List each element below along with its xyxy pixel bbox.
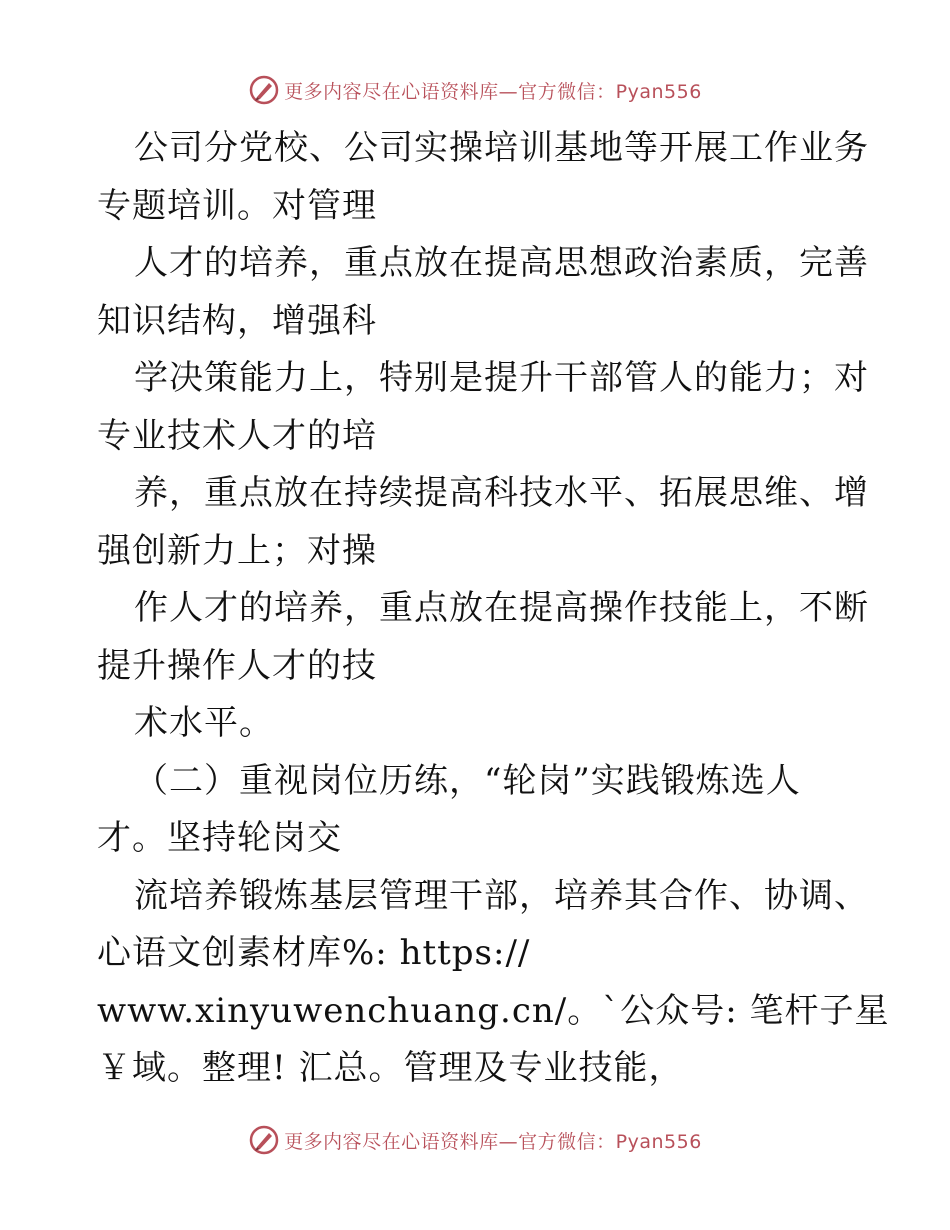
text-line: 专业技术人才的培 [97,415,377,456]
text-line: 人 才 的 培 养 ， 重 点 放 在 提 高 思 想 政 治 素 质 ， 完 善 [134,243,869,283]
text-line: 养 ， 重 点 放 在 持 续 提 高 科 技 水 平 、 拓 展 思 维 、 增 [134,473,869,513]
text-line: 公 司 分 党 校 、 公 司 实 操 培 训 基 地 等 开 展 工 作 业 务 [134,128,869,168]
text-line: 知识结构，增强科 [97,300,377,341]
text-line: 流 培 养 锻 炼 基 层 管 理 干 部 ， 培 养 其 合 作 、 协 调 、 [134,875,869,916]
text-line: 心语文创素材库%: https:// [97,933,531,973]
text-line: （二）重视岗位历练，“轮岗”实践锻炼选人 [134,760,801,801]
text-line: 学 决 策 能 力 上 ， 特 别 是 提 升 干 部 管 人 的 能 力 ； 对 [134,358,869,398]
text-line: ￥域。整理! 汇总。管理及专业技能， [97,1048,684,1088]
text-line: 强创新力上；对操 [97,530,377,571]
text-line: 提升操作人才的技 [97,645,377,686]
header-banner [0,70,950,110]
text-line: 术水平。 [134,703,274,743]
pen-logo-icon [248,1124,280,1156]
text-line: 作 人 才 的 培 养 ， 重 点 放 在 提 高 操 作 技 能 上 ， 不 断 [134,588,869,628]
footer-banner-text: 更多内容尽在心语资料库—官方微信：Pyan556 [284,1130,702,1153]
header-banner-text: 更多内容尽在心语资料库—官方微信：Pyan556 [284,80,702,103]
document-body [97,120,890,1098]
footer-banner [0,1120,950,1160]
pen-logo-icon [248,74,280,106]
text-line: www.xinyuwenchuang.cn/。`公众号: 笔杆子星 [97,990,890,1031]
text-line: 才。坚持轮岗交 [97,818,342,858]
text-line: 专题培训。对管理 [97,185,377,226]
